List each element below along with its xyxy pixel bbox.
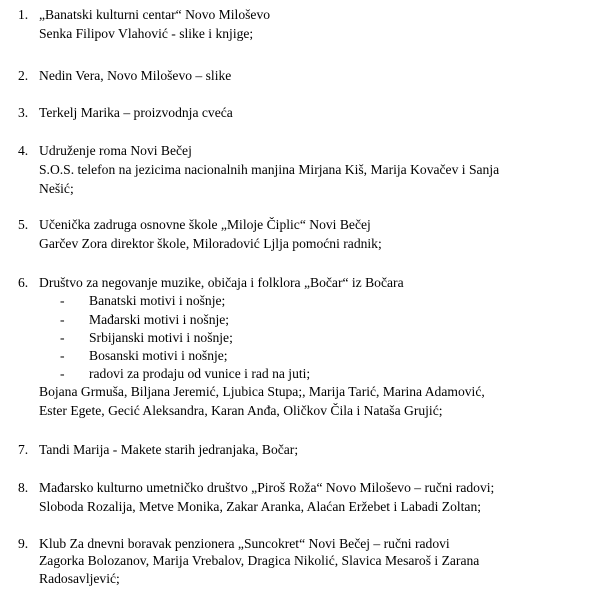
item-line: Nešić; (39, 181, 74, 196)
dash-bullet: - (60, 312, 65, 327)
dash-bullet: - (60, 330, 65, 345)
item-number: 6. (18, 275, 29, 290)
sub-item-text: Bosanski motivi i nošnje; (89, 348, 228, 363)
item-line: Zagorka Bolozanov, Marija Vrebalov, Dragica Nikolić, Slavica Mesaroš i Zarana (39, 553, 480, 568)
item-line: „Banatski kulturni centar“ Novo Miloševo (39, 7, 271, 22)
item-line: Ester Egete, Gecić Aleksandra, Karan Anđa, Oličkov Čila i Nataša Grujić; (39, 403, 443, 418)
item-line: Radosavljević; (39, 571, 120, 586)
dash-bullet: - (60, 366, 65, 381)
item-line: Udruženje roma Novi Bečej (39, 143, 192, 158)
item-line: Društvo za negovanje muzike, običaja i folklora „Bočar“ iz Bočara (39, 275, 404, 290)
item-line: Mađarsko kulturno umetničko društvo „Piroš Roža“ Novo Miloševo – ručni radovi; (39, 480, 495, 495)
item-line: Garčev Zora direktor škole, Miloradović Ljlja pomoćni radnik; (39, 236, 382, 251)
item-line: S.O.S. telefon na jezicima nacionalnih manjina Mirjana Kiš, Marija Kovačev i Sanja (39, 162, 500, 177)
dash-bullet: - (60, 293, 65, 308)
item-number: 3. (18, 105, 29, 120)
sub-item-text: Banatski motivi i nošnje; (89, 293, 226, 308)
item-number: 4. (18, 143, 29, 158)
item-line: Senka Filipov Vlahović - slike i knjige; (39, 26, 254, 41)
item-number: 9. (18, 536, 29, 551)
item-number: 5. (18, 217, 29, 232)
item-number: 2. (18, 68, 29, 83)
item-line: Bojana Grmuša, Biljana Jeremić, Ljubica Stupa;, Marija Tarić, Marina Adamović, (39, 384, 485, 399)
sub-item-text: radovi za prodaju od vunice i rad na juti; (89, 366, 311, 381)
dash-bullet: - (60, 348, 65, 363)
sub-item-text: Mađarski motivi i nošnje; (89, 312, 230, 327)
item-number: 1. (18, 7, 29, 22)
item-number: 8. (18, 480, 29, 495)
item-line: Sloboda Rozalija, Metve Monika, Zakar Aranka, Alaćan Eržebet i Labadi Zoltan; (39, 499, 482, 514)
sub-item-text: Srbijanski motivi i nošnje; (89, 330, 233, 345)
item-line: Učenička zadruga osnovne škole „Miloje Čiplic“ Novi Bečej (39, 217, 371, 232)
item-line: Tandi Marija - Makete starih jedranjaka, Bočar; (39, 442, 299, 457)
item-line: Nedin Vera, Novo Miloševo – slike (39, 68, 232, 83)
item-line: Terkelj Marika – proizvodnja cveća (39, 105, 233, 120)
item-line: Klub Za dnevni boravak penzionera „Suncokret“ Novi Bečej – ručni radovi (39, 536, 450, 551)
item-number: 7. (18, 442, 29, 457)
